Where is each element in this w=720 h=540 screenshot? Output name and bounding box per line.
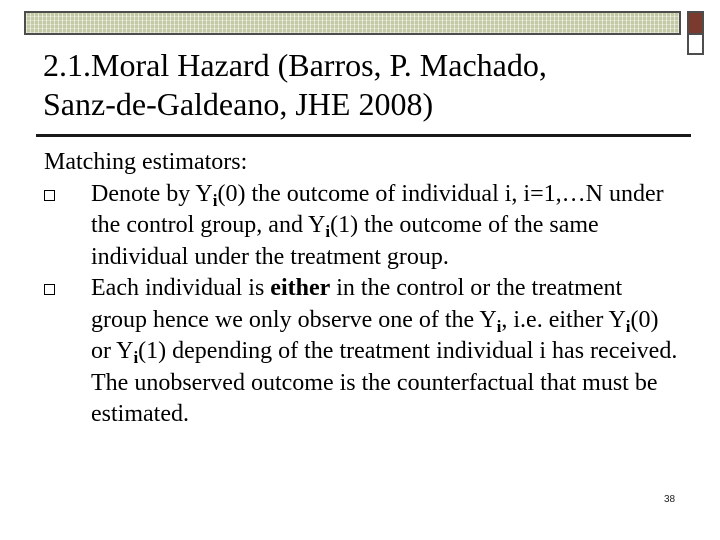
slide-title-line2: Sanz-de-Galdeano, JHE 2008) [43, 86, 434, 122]
bullet-2-bold-text: either [270, 275, 331, 301]
title-divider [36, 134, 691, 137]
hollow-square-bullet-icon [44, 190, 55, 201]
bullet-1-subscript-a: i [212, 190, 218, 210]
slide-title-line1: 2.1.Moral Hazard (Barros, P. Machado, [43, 47, 547, 83]
bullet-1-text-a: Denote by Y [91, 180, 213, 207]
bullet-2-text-d: (0) or Y [91, 306, 659, 364]
bullet-1-text-c: (1) the outcome of the same individual under the treatment group. [91, 212, 599, 270]
bullet-1-subscript-b: i [325, 222, 331, 241]
bullet-item-2 [44, 273, 684, 431]
bullet-2-subscript-c: i [133, 348, 139, 367]
bullet-2-text-e: (1) depending of the treatment individual i has received. The unobserved outcome is the counterfactual that must be estimated. [91, 338, 678, 427]
bullet-2-text-b: in the control or the treatment group hence we only observe one of the Y [91, 275, 623, 333]
bullet-item-1 [44, 179, 684, 274]
decorative-corner-square-dark [687, 11, 704, 35]
bullet-2-subscript-a: i [496, 316, 502, 336]
bullet-list [44, 179, 684, 431]
hollow-square-bullet-icon [44, 284, 55, 295]
slide-title [43, 46, 683, 124]
bullet-1-text-b: (0) the outcome of individual i, i=1,…N under the control group, and Y [91, 180, 664, 238]
page-number: 38 [664, 494, 676, 505]
bullet-2-text-a: Each individual is [91, 275, 271, 301]
slide-body [44, 147, 684, 431]
lead-text: Matching estimators: [44, 149, 248, 175]
decorative-top-bar [24, 11, 681, 35]
bullet-2-text-c: , i.e. either Y [501, 306, 626, 333]
decorative-corner-square-light [687, 35, 704, 55]
bullet-2-subscript-b: i [625, 316, 631, 336]
